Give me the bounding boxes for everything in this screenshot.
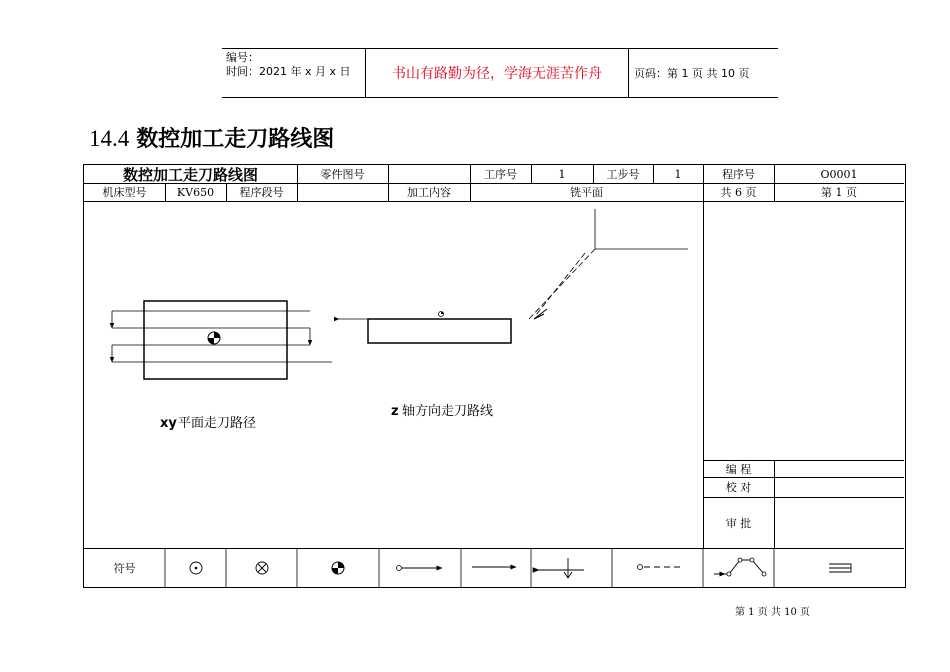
program-label: 程序号 — [722, 168, 755, 181]
header-page-info: 页码：第 1 页 共 10 页 — [634, 67, 750, 80]
z-workpiece — [368, 319, 511, 343]
route-sheet — [83, 164, 906, 588]
segment-label: 程序段号 — [239, 186, 284, 199]
sheet-title: 数控加工走刀路线图 — [122, 165, 258, 184]
section-number: 14.4 — [89, 126, 130, 151]
rapid-traverse-icon — [638, 565, 682, 570]
total-pages: 共 6 页 — [720, 186, 757, 199]
header-time-label: 时间：2021 年 x 月 x 日 — [226, 65, 351, 78]
program-value: O0001 — [820, 167, 858, 181]
z-toolpath — [339, 209, 688, 419]
header-number-label: 编号： — [226, 51, 259, 64]
content-value: 铣平面 — [570, 186, 603, 199]
segment-value — [297, 183, 388, 201]
part-drawing-value — [388, 165, 470, 183]
approve-label: 审 批 — [725, 516, 752, 530]
tool-position-icon — [439, 312, 444, 317]
content-label: 加工内容 — [407, 186, 451, 199]
section-heading — [89, 122, 334, 153]
page-footer: 第 1 页 共 10 页 — [735, 607, 810, 618]
section-title: 数控加工走刀路线图 — [136, 127, 335, 152]
toolpath-drawing — [84, 201, 703, 548]
compile-label: 编 程 — [725, 462, 752, 476]
machine-label: 机床型号 — [102, 186, 147, 199]
path-crossing-icon — [714, 558, 766, 576]
process-value: 1 — [558, 167, 566, 181]
symbol-legend — [84, 548, 904, 587]
current-page: 第 1 页 — [821, 186, 857, 199]
machine-value: KV650 — [176, 185, 215, 199]
step-label: 工步号 — [606, 168, 640, 181]
header-motto: 书山有路勤为径，学海无涯苦作舟 — [365, 49, 629, 97]
xy-caption: 平面走刀路径 — [178, 416, 257, 431]
program-origin-icon — [332, 562, 344, 574]
tool-up-icon — [190, 562, 202, 574]
cut-in-direction-icon — [536, 558, 584, 578]
tool-down-icon — [256, 562, 268, 574]
document-header — [222, 48, 778, 98]
workpiece-origin-icon — [208, 332, 220, 344]
process-label: 工序号 — [484, 168, 517, 181]
xy-caption-prefix: xy — [160, 416, 177, 431]
z-caption: 轴方向走刀路线 — [402, 404, 494, 419]
xy-toolpath — [112, 301, 332, 431]
header-meta — [226, 51, 351, 79]
col-divider — [774, 460, 775, 548]
part-drawing-label: 零件图号 — [320, 168, 365, 181]
reciprocating-path-icon — [829, 564, 851, 572]
check-label: 校 对 — [725, 481, 752, 494]
start-point-arrow-icon — [397, 566, 443, 571]
step-value: 1 — [674, 167, 682, 181]
symbol-label: 符号 — [113, 561, 136, 575]
z-caption-prefix: z — [391, 404, 399, 419]
